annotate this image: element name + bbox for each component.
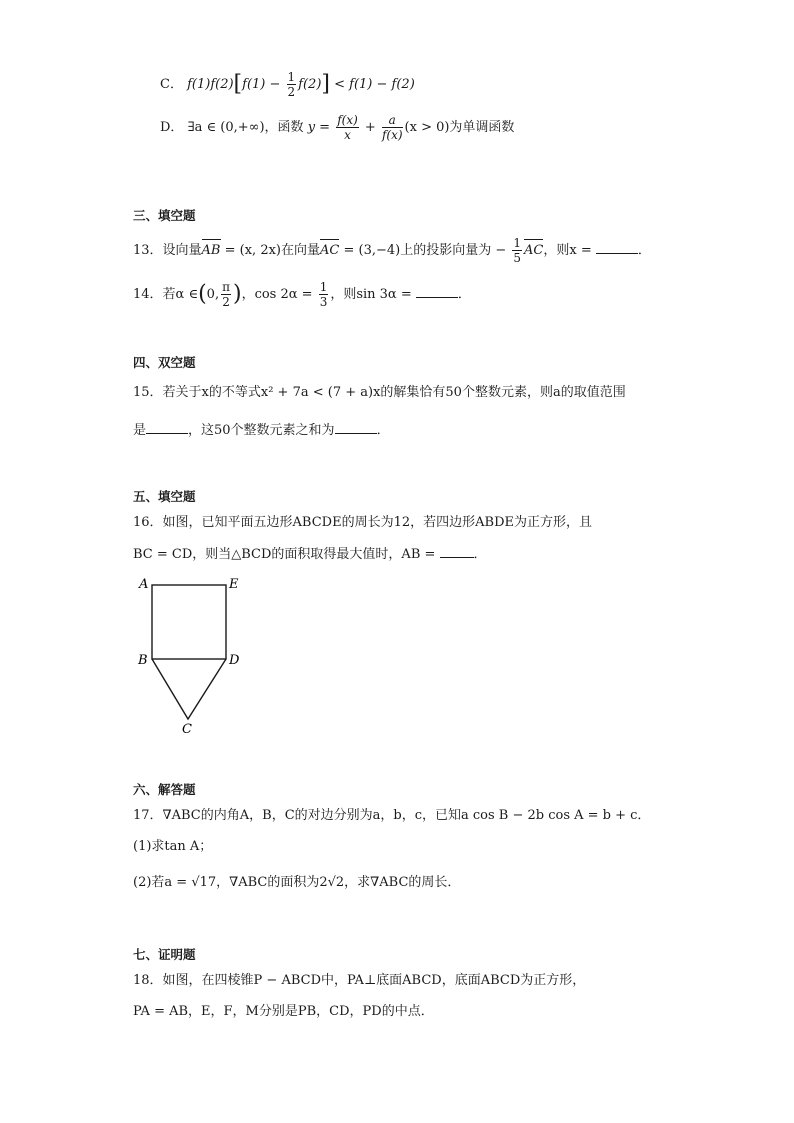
q13-text-d: ，则x = (543, 243, 596, 258)
option-c-expr-a: f(1)f(2) (187, 77, 234, 92)
q14-fraction-1 (221, 280, 231, 309)
option-d-f2-num: a (382, 113, 403, 128)
q15-text-b: ，这50个整数元素之和为 (188, 423, 335, 438)
q16-answer-blank[interactable] (440, 544, 474, 558)
question-15-line-2 (133, 420, 390, 441)
label-b: B (138, 653, 148, 668)
q15-answer-blank-2[interactable] (335, 420, 377, 434)
q14-frac-num: π (222, 280, 230, 294)
q13-vector-ac-2: AC (524, 241, 543, 261)
q13-text-e: ． (637, 243, 651, 258)
option-d-plus: + (360, 120, 380, 135)
option-c-expr-c: f(2) (298, 77, 322, 92)
option-c-label: C． (160, 77, 183, 92)
q14-text-a: 14．若α ∈ (133, 287, 199, 302)
section-4-heading: 四、双空题 (133, 355, 196, 370)
q13-frac-den: 5 (513, 251, 522, 265)
q15-text-a: 是 (133, 423, 147, 438)
q15-answer-blank-1[interactable] (146, 420, 188, 434)
option-d (160, 113, 514, 142)
pentagon-figure (130, 575, 260, 735)
q13-frac-num: 1 (513, 236, 522, 250)
option-d-label: D． (160, 120, 184, 135)
question-14: 14．若α ∈(0, $\frac{\pi}{2}$ )，cos 2α = $\frac{1}{3}$ ，则sin 3α = ． (133, 280, 471, 309)
section-3-heading: 三、填空题 (133, 208, 196, 223)
section-6-heading: 六、解答题 (133, 782, 196, 797)
q13-text-b: = (x, 2x)在向量 (220, 243, 320, 258)
section-5-heading: 五、填空题 (133, 489, 196, 504)
q13-fraction (512, 236, 522, 265)
q13-text-c: = (3,−4)上的投影向量为 − (339, 243, 511, 258)
section-7-heading: 七、证明题 (133, 947, 196, 962)
triangle-bcd (152, 659, 226, 719)
q14-answer-blank[interactable] (416, 284, 458, 298)
option-d-f1-num: f(x) (337, 113, 358, 127)
q16-text-a: BC = CD，则当△BCD的面积取得最大值时，AB = (133, 547, 440, 562)
q16-text-b: ． (473, 547, 487, 562)
question-15-line-1: 15．若关于x的不等式x² + 7a < (7 + a)x的解集恰有50个整数元素，则a的取值范围 (133, 385, 626, 400)
label-a: A (139, 577, 149, 592)
paren-left-icon: ( (198, 281, 207, 307)
bracket-left-icon: [ (233, 71, 243, 97)
q13-vector-ab: AB (202, 241, 221, 261)
question-16-line-1: 16．如图，已知平面五边形ABCDE的周长为12，若四边形ABDE为正方形，且 (133, 515, 592, 530)
question-16-line-2 (133, 544, 487, 565)
question-18-line-2: PA = AB，E，F，M分别是PB，CD，PD的中点． (133, 1004, 434, 1019)
q14-fraction-2 (319, 280, 329, 309)
option-d-f1-den: x (344, 128, 351, 142)
bracket-right-icon: ] (321, 71, 330, 97)
q14-frac-den: 2 (222, 295, 230, 309)
option-c (160, 70, 415, 99)
option-c-fraction (287, 70, 297, 99)
q13-answer-blank[interactable] (596, 240, 638, 254)
option-c-frac-num: 1 (287, 70, 296, 84)
q14-frac2-num: 1 (319, 280, 328, 294)
label-c: C (182, 722, 192, 735)
option-d-text-b: (x > 0)为单调函数 (404, 120, 515, 135)
q14-text-c: ，则sin 3α = (330, 287, 416, 302)
label-d: D (229, 653, 240, 668)
option-d-y: y = (307, 120, 331, 135)
q13-vector-ac: AC (320, 241, 339, 261)
q14-frac2-den: 3 (319, 295, 328, 309)
square-abde (152, 585, 226, 659)
option-d-fraction-2 (382, 113, 403, 142)
option-c-expr-d: < f(1) − f(2) (330, 77, 415, 92)
option-d-f2-den: f(x) (381, 128, 403, 142)
question-13 (133, 236, 651, 265)
paren-right-icon: ) (232, 281, 242, 307)
q14-text-b: ，cos 2α = (241, 287, 317, 302)
option-c-frac-den: 2 (287, 85, 296, 99)
option-c-expr-b: f(1) − (242, 77, 285, 92)
q13-text-a: 13．设向量 (133, 243, 202, 258)
question-17-part-1: (1)求tan A； (133, 839, 213, 854)
question-17-line-1: 17．∇ABC的内角A，B，C的对边分别为a，b，c，已知a cos B − 2b cos A = b + c． (133, 808, 651, 823)
q15-text-c: ． (376, 423, 390, 438)
question-17-part-2: (2)若a = √17，∇ABC的面积为2√2，求∇ABC的周长． (133, 875, 461, 890)
q14-text-d: ． (457, 287, 471, 302)
option-d-text-a: ∃a ∈ (0,+∞)，函数 (187, 120, 304, 135)
question-18-line-1: 18．如图，在四棱锥P − ABCD中，PA⊥底面ABCD，底面ABCD为正方形， (133, 973, 586, 988)
option-d-fraction-1 (336, 113, 359, 142)
label-e: E (229, 577, 239, 592)
